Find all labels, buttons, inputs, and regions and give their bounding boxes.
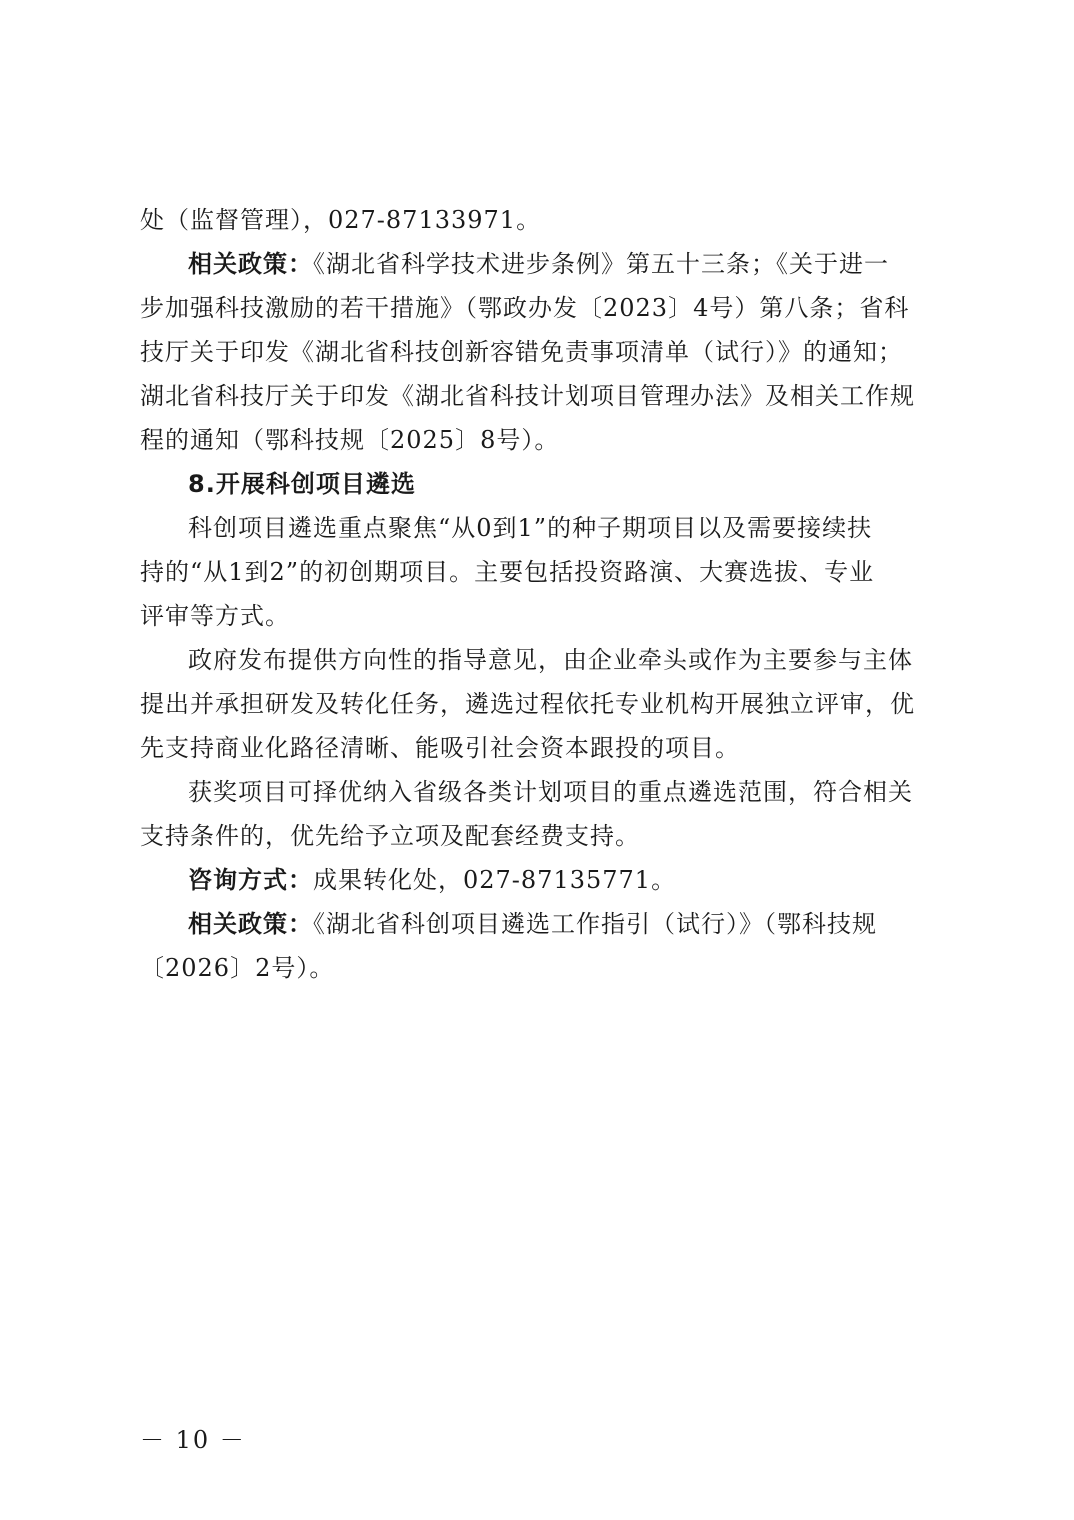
- page-number: － 10 －: [140, 1426, 246, 1454]
- continuation-line: 处（监督管理），027-87133971。: [140, 206, 542, 234]
- paragraph-line: 获奖项目可择优纳入省级各类计划项目的重点遴选范围，符合相关: [188, 778, 913, 806]
- paragraph-line: 持的“从1到2”的初创期项目。主要包括投资路演、大赛选拔、专业: [140, 558, 875, 586]
- paragraph-line: 提出并承担研发及转化任务，遴选过程依托专业机构开展独立评审，优: [140, 690, 915, 718]
- contact-line: [140, 858, 924, 902]
- paragraph-line: 科创项目遴选重点聚焦“从0到1”的种子期项目以及需要接续扶: [188, 514, 873, 542]
- policy-line: 程的通知（鄂科技规〔2025〕8号）。: [140, 426, 560, 454]
- paragraph-line: 评审等方式。: [140, 602, 290, 630]
- policy-line: [140, 242, 924, 286]
- paragraph-line: 政府发布提供方向性的指导意见，由企业牵头或作为主要参与主体: [188, 646, 913, 674]
- paragraph-line: 支持条件的，优先给予立项及配套经费支持。: [140, 822, 640, 850]
- paragraph-line: 先支持商业化路径清晰、能吸引社会资本跟投的项目。: [140, 734, 740, 762]
- policy-text: 《湖北省科学技术进步条例》第五十三条；《关于进一: [313, 250, 889, 278]
- policy-text: 《湖北省科创项目遴选工作指引（试行）》（鄂科技规: [313, 910, 877, 938]
- contact-label: 咨询方式：: [188, 866, 313, 894]
- policy-label: 相关政策：: [188, 250, 313, 278]
- policy-line: 湖北省科技厅关于印发《湖北省科技计划项目管理办法》及相关工作规: [140, 382, 915, 410]
- policy-label: 相关政策：: [188, 910, 313, 938]
- policy-line: 〔2026〕2号）。: [140, 954, 335, 982]
- document-body: [140, 198, 924, 990]
- policy-line: 技厅关于印发《湖北省科技创新容错免责事项清单（试行）》的通知；: [140, 338, 903, 366]
- policy-line: [140, 902, 924, 946]
- section-heading: 8.开展科创项目遴选: [188, 470, 416, 498]
- policy-line: 步加强科技激励的若干措施》（鄂政办发〔2023〕4号）第八条；省科: [140, 294, 910, 322]
- contact-text: 成果转化处，027-87135771。: [313, 866, 677, 894]
